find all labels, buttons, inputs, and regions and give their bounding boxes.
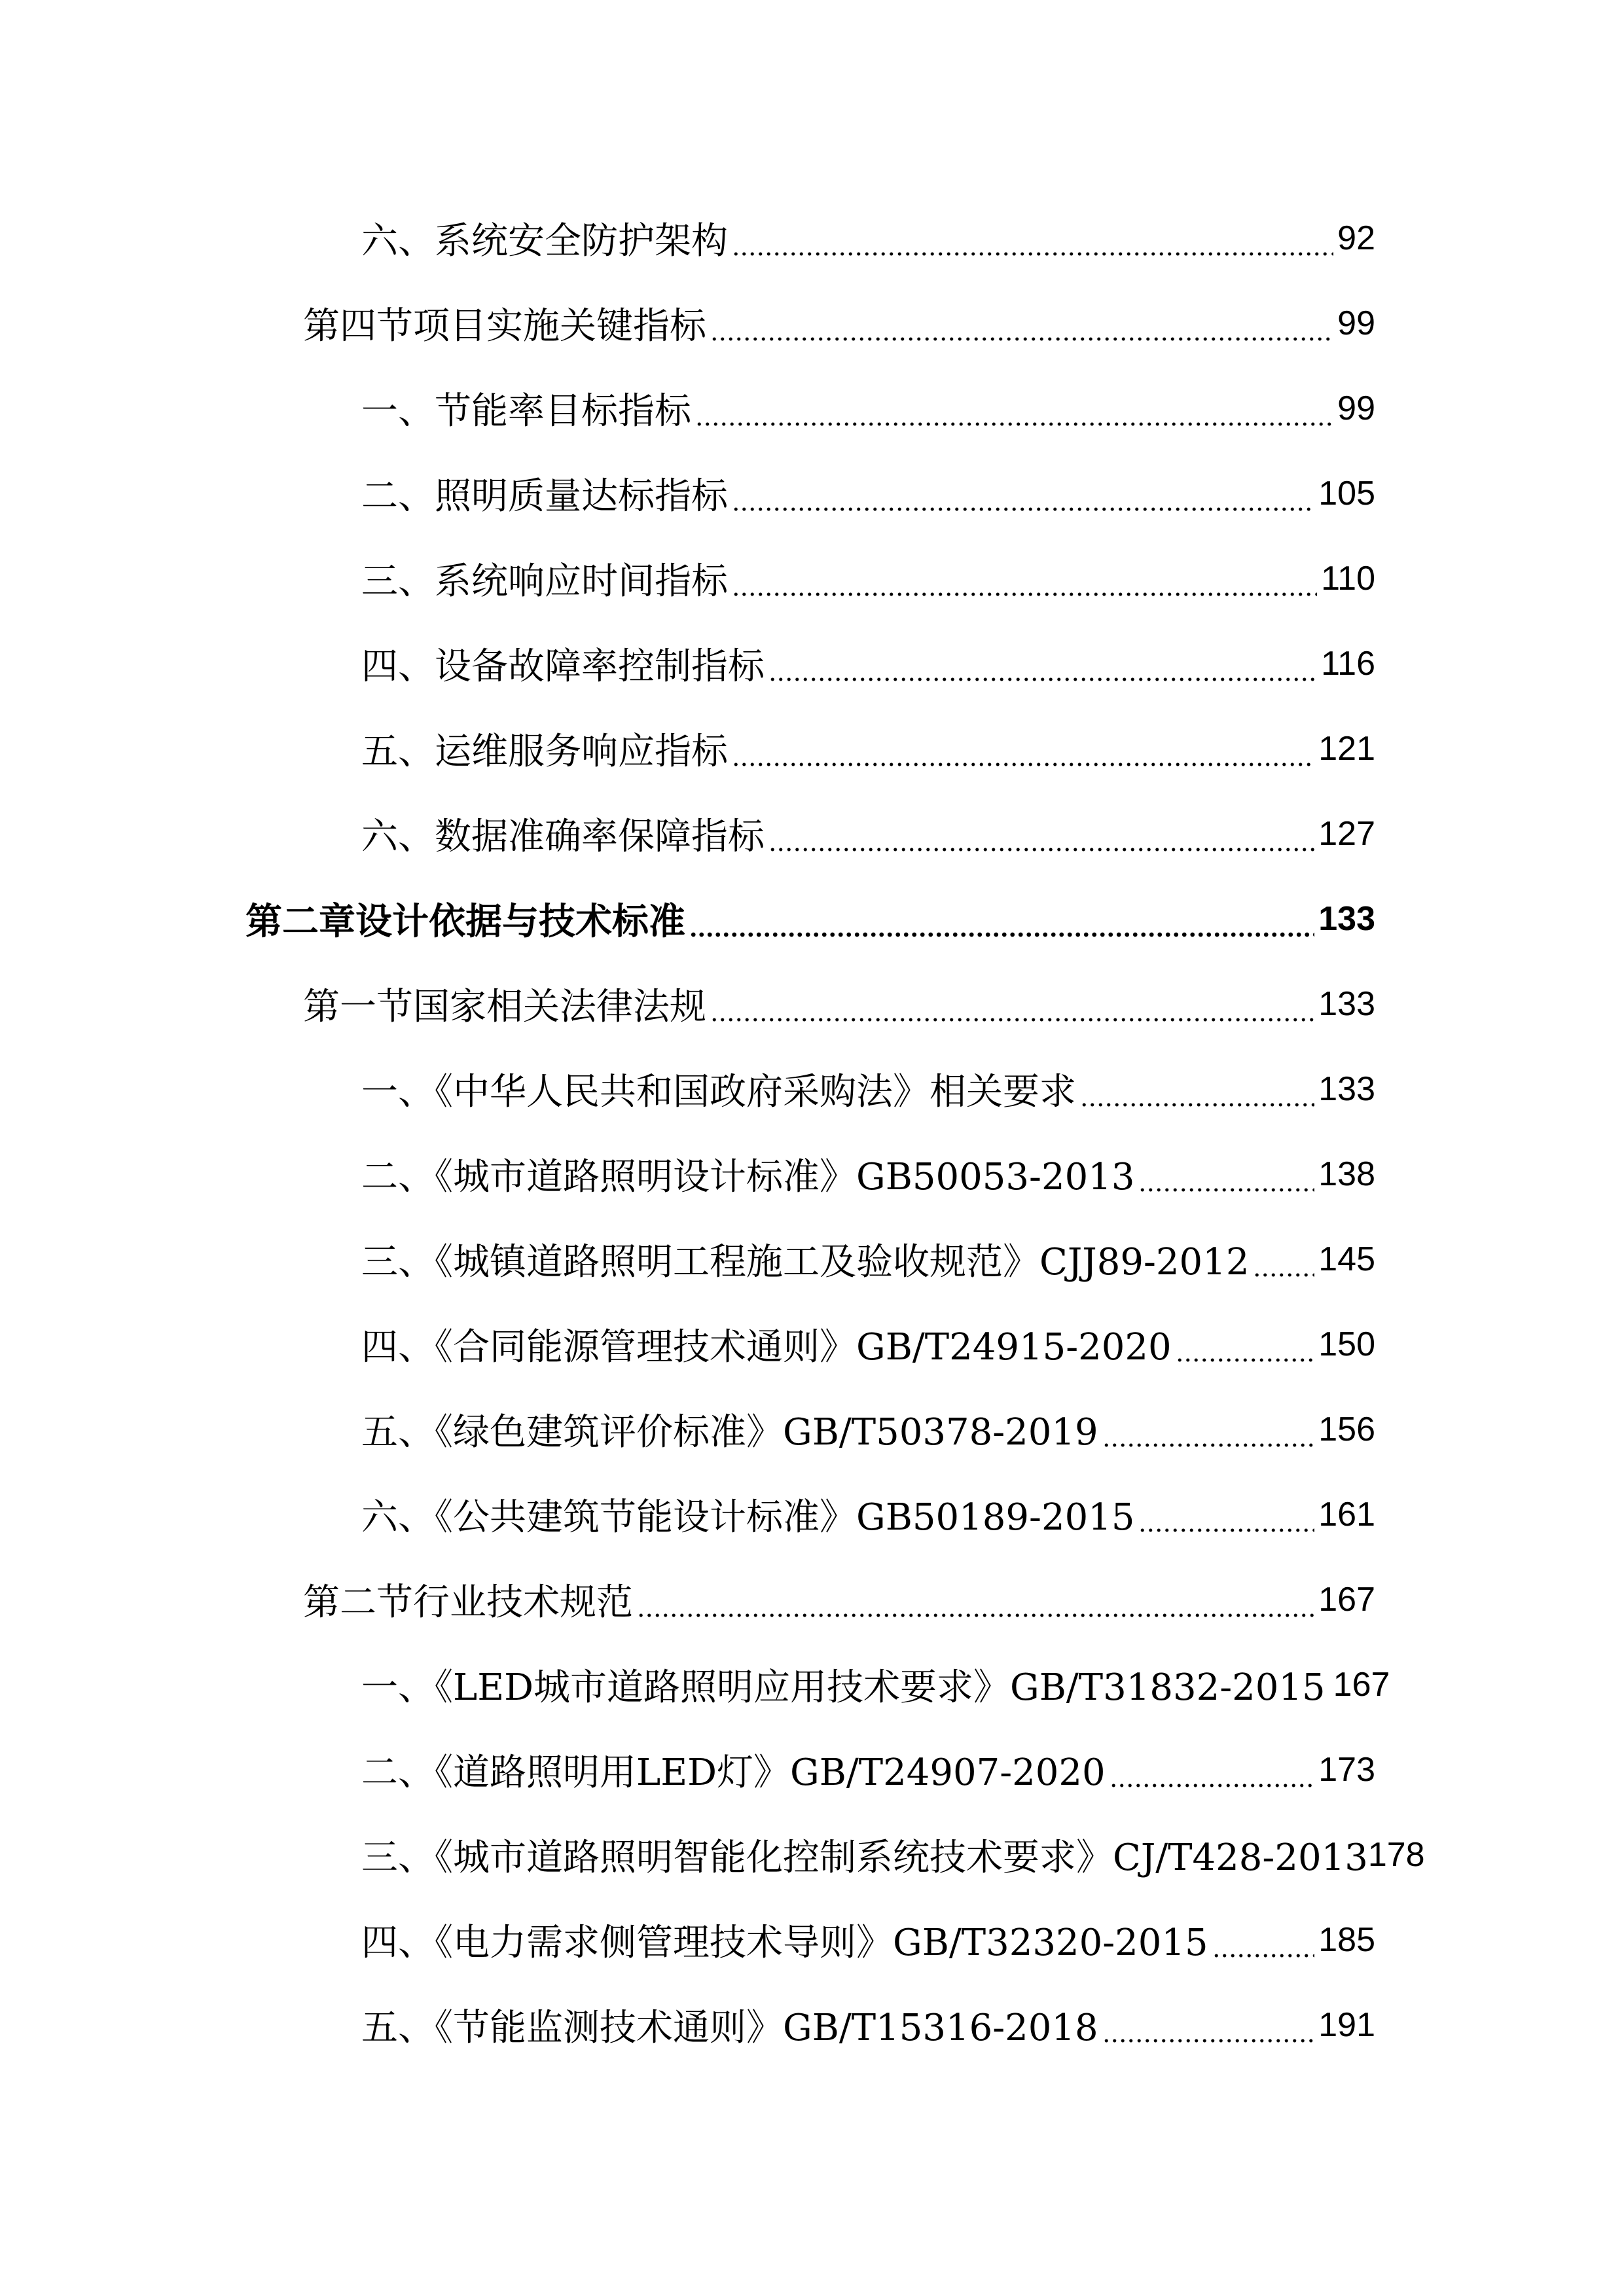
dot-leader bbox=[1080, 1069, 1314, 1109]
dot-leader bbox=[732, 729, 1314, 768]
toc-entry[interactable] bbox=[0, 1472, 1624, 1557]
dot-leader bbox=[732, 219, 1333, 258]
toc-entry-title: 五、运维服务响应指标 bbox=[361, 730, 728, 773]
dot-leader bbox=[1212, 1920, 1315, 1960]
dot-leader bbox=[732, 559, 1317, 598]
toc-entry-page: 99 bbox=[1337, 389, 1375, 427]
toc-entry[interactable] bbox=[0, 1897, 1624, 1982]
table-of-contents bbox=[0, 196, 1624, 2068]
toc-entry[interactable] bbox=[0, 1727, 1624, 1812]
toc-entry-page: 191 bbox=[1318, 2006, 1375, 2044]
toc-entry[interactable] bbox=[0, 706, 1624, 791]
dot-leader bbox=[768, 644, 1317, 683]
toc-entry[interactable] bbox=[0, 366, 1624, 451]
toc-entry-title: 第二章设计依据与技术标准 bbox=[245, 900, 685, 943]
dot-leader bbox=[1102, 2005, 1315, 2045]
toc-entry-title: 一、节能率目标指标 bbox=[361, 390, 691, 433]
toc-entry-page: 138 bbox=[1318, 1155, 1375, 1193]
dot-leader bbox=[637, 1580, 1314, 1619]
dot-leader bbox=[1138, 1495, 1314, 1534]
toc-entry[interactable] bbox=[0, 451, 1624, 536]
toc-entry-title: 四、《合同能源管理技术通则》GB/T24915-2020 bbox=[361, 1326, 1172, 1369]
toc-entry-page: 127 bbox=[1318, 815, 1375, 853]
toc-entry[interactable] bbox=[0, 1812, 1624, 1897]
dot-leader bbox=[1102, 1410, 1315, 1449]
toc-entry[interactable] bbox=[0, 1217, 1624, 1302]
toc-entry-title: 一、《中华人民共和国政府采购法》相关要求 bbox=[361, 1071, 1076, 1113]
toc-entry[interactable] bbox=[0, 1302, 1624, 1387]
toc-entry-page: 105 bbox=[1318, 475, 1375, 512]
toc-entry[interactable] bbox=[0, 1387, 1624, 1472]
toc-entry[interactable] bbox=[0, 791, 1624, 876]
dot-leader bbox=[1253, 1240, 1314, 1279]
toc-entry-page: 156 bbox=[1318, 1410, 1375, 1448]
toc-entry[interactable] bbox=[0, 536, 1624, 621]
dot-leader bbox=[689, 899, 1314, 939]
dot-leader bbox=[732, 474, 1314, 513]
toc-entry[interactable] bbox=[0, 281, 1624, 366]
toc-entry-title: 一、《LED城市道路照明应用技术要求》GB/T31832-2015 bbox=[361, 1666, 1326, 1709]
toc-entry-title: 五、《节能监测技术通则》GB/T15316-2018 bbox=[361, 2007, 1098, 2049]
toc-entry[interactable] bbox=[0, 1982, 1624, 2068]
dot-leader bbox=[1110, 1750, 1315, 1789]
toc-entry-page: 92 bbox=[1337, 219, 1375, 257]
toc-entry-title: 四、设备故障率控制指标 bbox=[361, 645, 765, 688]
toc-entry-title: 六、《公共建筑节能设计标准》GB50189-2015 bbox=[361, 1496, 1135, 1539]
toc-entry-title: 第四节项目实施关键指标 bbox=[303, 305, 706, 348]
dot-leader bbox=[710, 984, 1314, 1024]
toc-entry[interactable] bbox=[0, 1132, 1624, 1217]
toc-entry-title: 二、照明质量达标指标 bbox=[361, 475, 728, 518]
toc-entry[interactable] bbox=[0, 1557, 1624, 1642]
toc-entry[interactable] bbox=[0, 1047, 1624, 1132]
toc-entry-title: 四、《电力需求侧管理技术导则》GB/T32320-2015 bbox=[361, 1922, 1208, 1964]
toc-entry-title: 六、数据准确率保障指标 bbox=[361, 816, 765, 858]
dot-leader bbox=[1176, 1325, 1315, 1364]
toc-entry-page: 185 bbox=[1318, 1921, 1375, 1959]
toc-entry-title: 第一节国家相关法律法规 bbox=[303, 986, 706, 1028]
dot-leader bbox=[1138, 1155, 1314, 1194]
toc-entry[interactable] bbox=[0, 621, 1624, 706]
toc-entry[interactable] bbox=[0, 1642, 1624, 1727]
toc-entry[interactable] bbox=[0, 961, 1624, 1047]
toc-entry-title: 第二节行业技术规范 bbox=[303, 1581, 633, 1624]
toc-entry-title: 三、系统响应时间指标 bbox=[361, 560, 728, 603]
dot-leader bbox=[695, 389, 1333, 428]
toc-entry-page: 116 bbox=[1321, 645, 1375, 683]
toc-entry-title: 三、《城市道路照明智能化控制系统技术要求》CJ/T428-2013 bbox=[361, 1837, 1368, 1879]
toc-entry-page: 145 bbox=[1318, 1240, 1375, 1278]
toc-entry-page: 110 bbox=[1321, 560, 1375, 598]
toc-entry-page: 133 bbox=[1318, 900, 1375, 938]
toc-entry-page: 167 bbox=[1333, 1666, 1390, 1704]
toc-entry-title: 二、《城市道路照明设计标准》GB50053-2013 bbox=[361, 1156, 1135, 1198]
toc-entry-page: 178 bbox=[1367, 1836, 1425, 1874]
toc-entry-page: 167 bbox=[1318, 1581, 1375, 1619]
toc-entry-page: 99 bbox=[1337, 304, 1375, 342]
toc-entry-page: 121 bbox=[1318, 730, 1375, 768]
toc-entry-page: 173 bbox=[1318, 1751, 1375, 1789]
toc-entry-title: 三、《城镇道路照明工程施工及验收规范》CJJ89-2012 bbox=[361, 1241, 1250, 1283]
toc-entry-title: 二、《道路照明用LED灯》GB/T24907-2020 bbox=[361, 1751, 1106, 1794]
dot-leader bbox=[710, 304, 1333, 343]
toc-entry[interactable] bbox=[0, 196, 1624, 281]
toc-chapter-entry[interactable] bbox=[0, 876, 1624, 961]
toc-entry-page: 161 bbox=[1318, 1496, 1375, 1534]
toc-entry-title: 五、《绿色建筑评价标准》GB/T50378-2019 bbox=[361, 1411, 1098, 1454]
toc-entry-page: 150 bbox=[1318, 1325, 1375, 1363]
dot-leader bbox=[768, 814, 1314, 853]
toc-entry-title: 六、系统安全防护架构 bbox=[361, 220, 728, 262]
toc-entry-page: 133 bbox=[1318, 1070, 1375, 1108]
toc-entry-page: 133 bbox=[1318, 985, 1375, 1023]
